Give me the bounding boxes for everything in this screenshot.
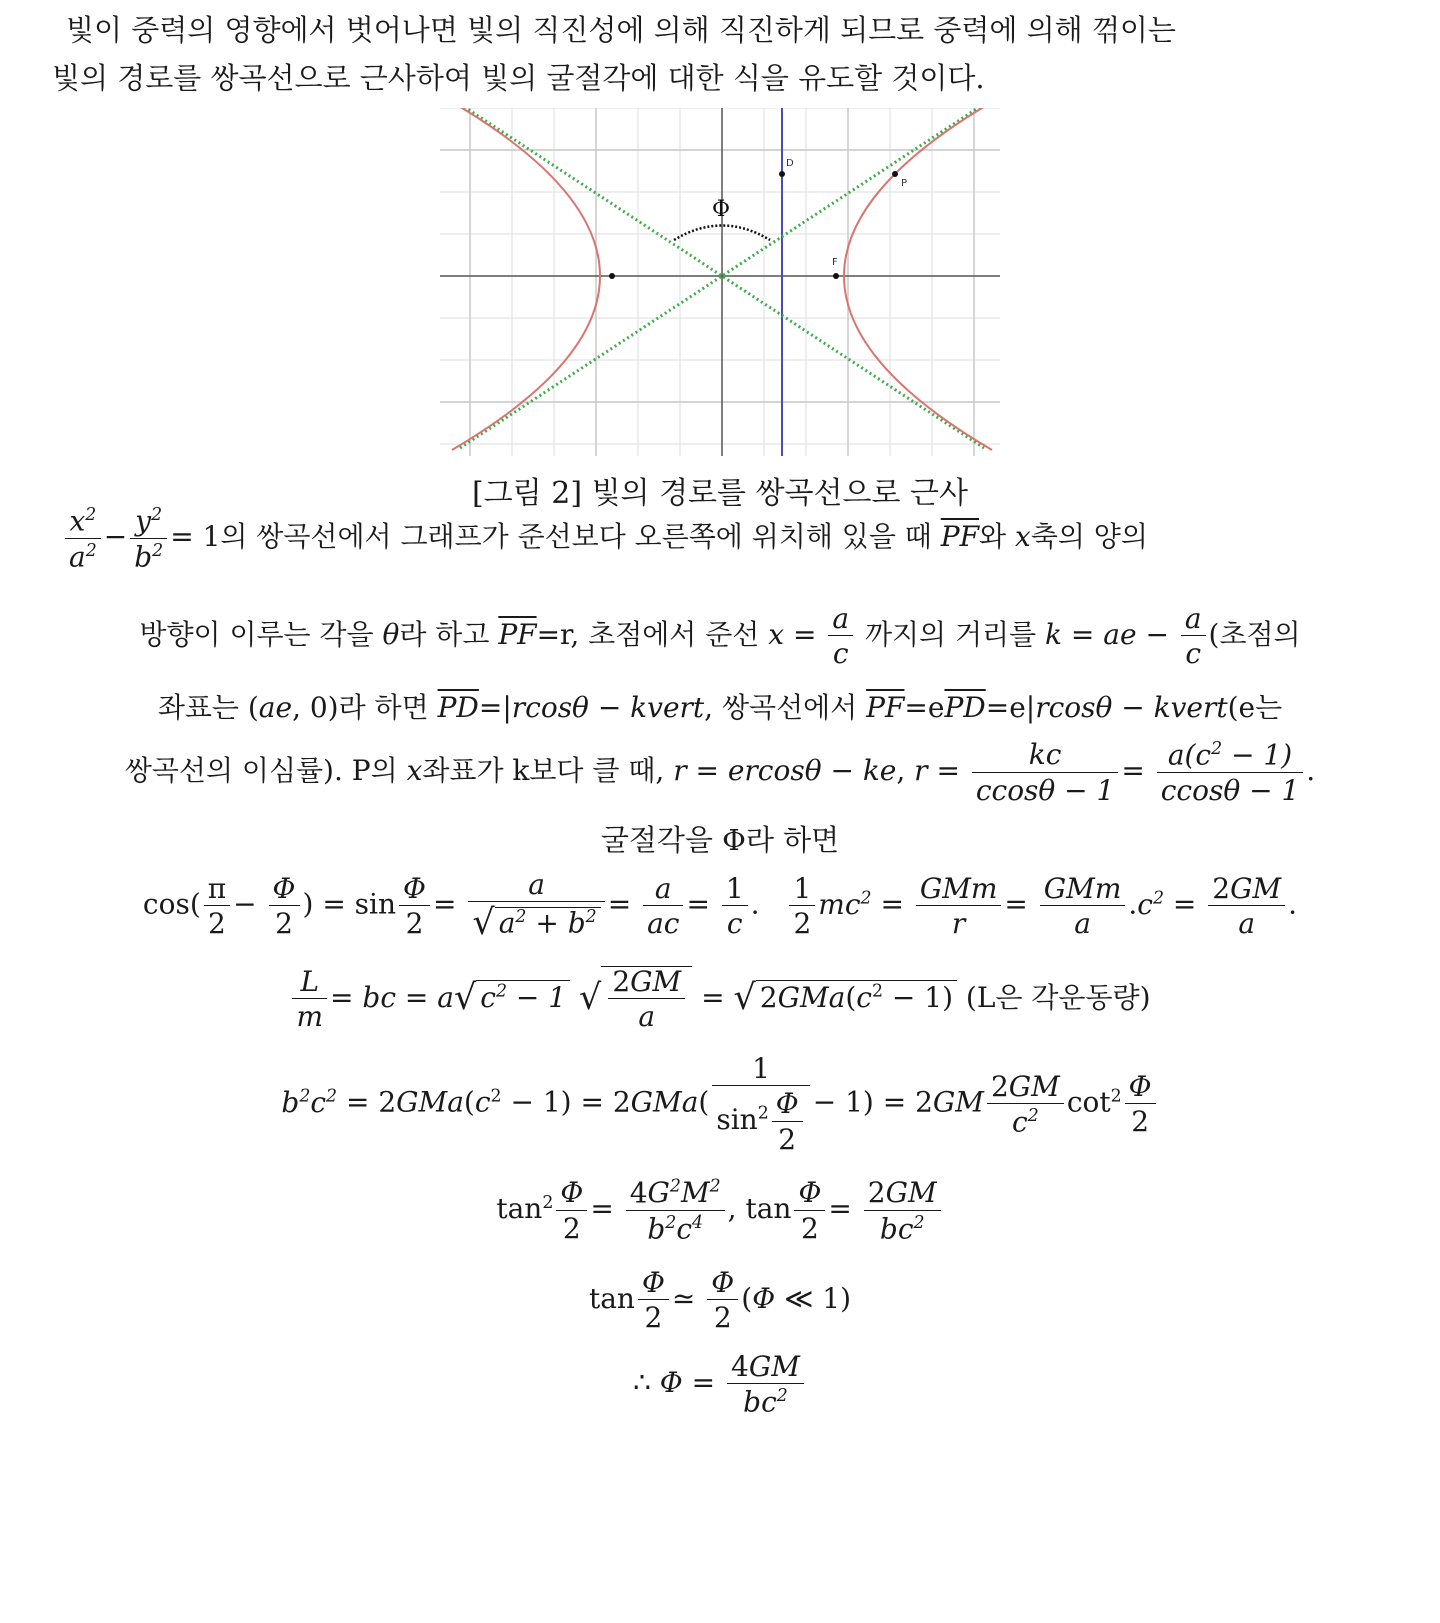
body-line-5: 굴절각을 Φ라 하면 bbox=[600, 823, 840, 857]
equation-angular-momentum: $\frac{L}{m}$ = bc = a√ $c^2 - 1$ √ $\frac{2GM}{a}$ = √ $2GMa(c^2 - 1)$ (L은 각운동량) bbox=[0, 966, 1440, 1032]
figure-caption: [그림 2] 빛의 경로를 쌍곡선으로 근사 bbox=[472, 476, 968, 511]
point-d bbox=[779, 171, 785, 177]
body-line-3: 좌표는 (ae, 0)라 하면 $\overline{PD}=|rcos\theta$ − kvert, 쌍곡선에서 $\overline{PF}=e\overline{PD}=e|rcos\theta$ − kvert(e는 bbox=[157, 691, 1283, 724]
point-d-label: D bbox=[786, 158, 794, 169]
point-f-label: F bbox=[832, 257, 838, 268]
intro-paragraph bbox=[52, 6, 1388, 102]
point-f bbox=[833, 273, 839, 279]
equation-small-angle: tan $\frac{\Phi}{2}$ ≃ $\frac{\Phi}{2}$ (Φ ≪ 1) bbox=[588, 1266, 852, 1335]
intro-line-1: 빛이 중력의 영향에서 벗어나면 빛의 직진성에 의해 직진하게 되므로 중력에 의해 꺾이는 bbox=[66, 13, 1176, 47]
phi-label: Φ bbox=[712, 197, 731, 222]
equation-result: ∴ Φ = $\frac{4GM}{bc^2}$ bbox=[0, 1352, 1440, 1417]
point-p-label: P bbox=[901, 178, 908, 189]
hyperbola-left bbox=[452, 108, 600, 450]
intro-line-2: 빛의 경로를 쌍곡선으로 근사하여 빛의 굴절각에 대한 식을 유도할 것이다. bbox=[52, 61, 985, 95]
body-line-1: $\frac{x^2}{a^2}$ − $\frac{y^2}{b^2}$ = 1의 쌍곡선에서 그래프가 준선보다 오른쪽에 위치해 있을 때 $\overline{PF}$와 x축의 양의 bbox=[62, 506, 1380, 571]
frac-x2-a2: $\frac{x^2}{a^2}$ bbox=[65, 506, 101, 571]
point-left-focus bbox=[609, 273, 615, 279]
body-line-4: 쌍곡선의 이심률). P의 x좌표가 k보다 클 때, r = ercosθ − ke, r = $\frac{kc}{ccos\theta - 1}$ = $\frac{a(c^2 - 1)}{ccos\theta - 1}$ . bbox=[124, 738, 1316, 807]
equation-b2c2: $b^2c^2 = 2GMa(c^2 - 1) = 2GMa$( 1 $\sin^2$ $\frac{\Phi}{2}$ − 1) = 2GM $\frac{2GM}{c^2}$ $\cot^2$ $\frac{\Phi}{2}$ bbox=[0, 1054, 1440, 1154]
body-line-2: 방향이 이루는 각을 θ라 하고 $\overline{PF}=r$, 초점에서 준선 x = $\frac{a}{c}$ 까지의 거리를 k = ae − $\frac{a}{c}$ (초점의 bbox=[139, 602, 1301, 671]
hyperbola-right bbox=[844, 108, 992, 450]
point-p bbox=[892, 171, 898, 177]
hyperbola-figure bbox=[440, 108, 1000, 456]
equation-cos: cos( $\frac{\pi}{2}$ − $\frac{\Phi}{2}$ ) = sin $\frac{\Phi}{2}$ = $\frac{a}{√ a^2 + b^2}$ = $\frac{a}{ac}$ = $\frac{1}{c}$ . $\frac{1}{2}$ $mc^2$ = $\frac{\text{GMm}}{r}$ = $\frac{\text{GMm}}{a}$ $.c^2$ = $\frac{2GM}{a}$ . bbox=[142, 868, 1298, 944]
equation-tan-squared: $\tan^2$ $\frac{\Phi}{2}$ = $\frac{4G^2M^2}{b^2c^4}$ , tan $\frac{\Phi}{2}$ = $\frac{2GM}{bc^2}$ bbox=[0, 1178, 1440, 1243]
